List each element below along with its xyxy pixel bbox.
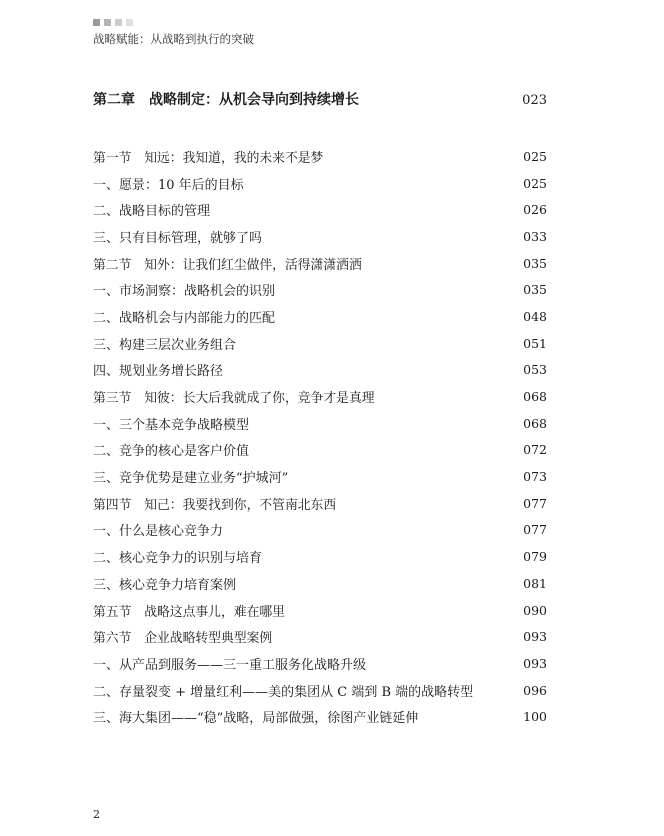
toc-item-entry[interactable]	[93, 543, 547, 570]
toc-section-entry[interactable]	[93, 490, 547, 517]
toc-entry-page: 077	[523, 495, 547, 511]
toc-entry-page: 026	[523, 202, 547, 218]
header-square	[126, 19, 133, 26]
toc-entry-page: 093	[523, 655, 547, 671]
toc-entry-label: 一、三个基本竞争战略模型	[93, 417, 250, 433]
header-square	[93, 19, 100, 26]
toc-entry-label: 三、核心竞争力培育案例	[93, 577, 237, 593]
toc-entry-page: 035	[523, 282, 547, 298]
toc-entry-label: 二、核心竞争力的识别与培育	[93, 551, 263, 567]
toc-item-entry[interactable]	[93, 223, 547, 250]
toc-section-entry[interactable]	[93, 623, 547, 650]
toc-section-entry[interactable]	[93, 143, 547, 170]
toc-entry-label: 一、市场洞察：战略机会的识别	[93, 284, 276, 300]
toc-entry-page: 081	[523, 575, 547, 591]
toc-item-entry[interactable]	[93, 170, 547, 197]
toc-item-entry[interactable]	[93, 303, 547, 330]
toc-entry-page: 053	[523, 362, 547, 378]
toc-entry-label: 第五节 战略这点事儿，难在哪里	[93, 604, 285, 620]
toc-entry-label: 一、愿景：10 年后的目标	[93, 177, 244, 193]
toc-item-entry[interactable]	[93, 570, 547, 597]
chapter-heading[interactable]	[93, 89, 547, 109]
toc-item-entry[interactable]	[93, 196, 547, 223]
toc-entry-label: 第三节 知彼：长大后我就成了你，竞争才是真理	[93, 391, 375, 407]
toc-item-entry[interactable]	[93, 410, 547, 437]
toc-entry-label: 第二节 知外：让我们红尘做伴，活得潇潇洒洒	[93, 257, 362, 273]
toc-item-entry[interactable]	[93, 437, 547, 464]
toc-entry-label: 四、规划业务增长路径	[93, 364, 224, 380]
toc-entry-page: 077	[523, 522, 547, 538]
toc-item-entry[interactable]	[93, 517, 547, 544]
toc-entry-label: 二、存量裂变 + 增量红利——美的集团从 C 端到 B 端的战略转型	[93, 684, 474, 700]
toc-entry-label: 三、构建三层次业务组合	[93, 337, 237, 353]
toc-entry-page: 025	[523, 148, 547, 164]
toc-entry-label: 三、竞争优势是建立业务“护城河”	[93, 471, 289, 487]
running-header-title: 战略赋能：从战略到执行的突破	[93, 32, 254, 46]
toc-item-entry[interactable]	[93, 357, 547, 384]
toc-entry-label: 二、竞争的核心是客户价值	[93, 444, 250, 460]
toc-entry-label: 三、只有目标管理，就够了吗	[93, 230, 263, 246]
toc-entry-label: 第四节 知己：我要找到你，不管南北东西	[93, 497, 337, 513]
page-number: 2	[93, 808, 100, 821]
toc-entry-label: 第一节 知远：我知道，我的未来不是梦	[93, 150, 324, 166]
toc-entry-page: 093	[523, 629, 547, 645]
toc-entry-page: 051	[523, 335, 547, 351]
toc-section-entry[interactable]	[93, 383, 547, 410]
toc-entry-page: 079	[523, 549, 547, 565]
chapter-page-number: 023	[522, 93, 547, 108]
toc-item-entry[interactable]	[93, 677, 547, 704]
toc-item-entry[interactable]	[93, 650, 547, 677]
header-square	[104, 19, 111, 26]
toc-section-entry[interactable]	[93, 250, 547, 277]
toc-item-entry[interactable]	[93, 703, 547, 730]
toc-entry-page: 025	[523, 175, 547, 191]
toc-entry-label: 二、战略机会与内部能力的匹配	[93, 310, 276, 326]
toc-entry-label: 一、什么是核心竞争力	[93, 524, 224, 540]
toc-item-entry[interactable]	[93, 463, 547, 490]
header-decoration	[93, 19, 133, 26]
toc-entry-label: 第六节 企业战略转型典型案例	[93, 631, 273, 647]
toc-entry-page: 033	[523, 228, 547, 244]
toc-entry-label: 二、战略目标的管理	[93, 204, 211, 220]
toc-entry-page: 068	[523, 415, 547, 431]
header-square	[115, 19, 122, 26]
toc-entry-page: 090	[523, 602, 547, 618]
toc-entry-page: 100	[523, 709, 547, 725]
toc-entry-page: 073	[523, 469, 547, 485]
toc-entry-page: 048	[523, 308, 547, 324]
toc-item-entry[interactable]	[93, 330, 547, 357]
toc-entry-label: 一、从产品到服务——三一重工服务化战略升级	[93, 657, 367, 673]
table-of-contents	[93, 143, 547, 730]
toc-entry-page: 068	[523, 389, 547, 405]
toc-section-entry[interactable]	[93, 597, 547, 624]
toc-entry-label: 三、海大集团——“稳”战略，局部做强，徐图产业链延伸	[93, 711, 419, 727]
toc-entry-page: 035	[523, 255, 547, 271]
toc-entry-page: 072	[523, 442, 547, 458]
chapter-title: 第二章 战略制定：从机会导向到持续增长	[93, 92, 359, 108]
toc-item-entry[interactable]	[93, 276, 547, 303]
toc-entry-page: 096	[523, 682, 547, 698]
